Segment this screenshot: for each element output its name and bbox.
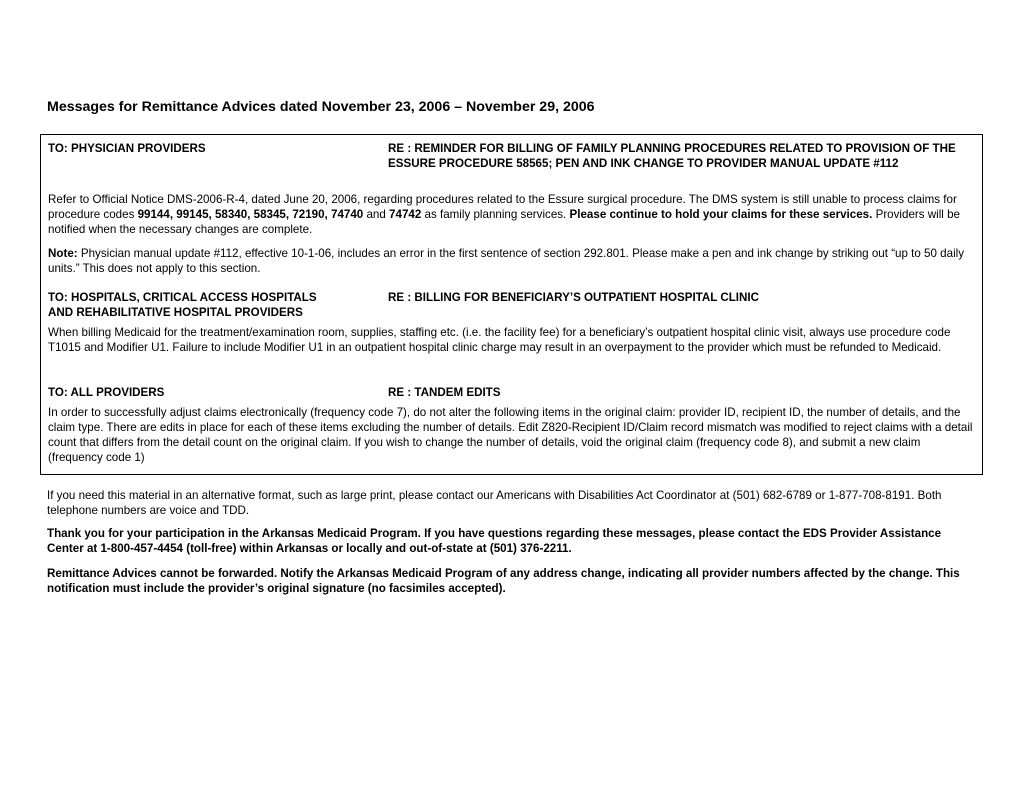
section-all-providers [48,385,978,464]
forward-notice: Remittance Advices cannot be forwarded. Notify the Arkansas Medicaid Program of any address change, indicating all provider numbers affected by the change. This notification must include the provider’s original signature (no facsimiles accepted). [47,567,960,595]
section-body: When billing Medicaid for the treatment/examination room, supplies, staffing etc. (i.e. the facility fee) for a beneficiary’s outpatient hospital clinic visit, always use procedure code T1015 and Modifier U1. Failure to include Modifier U1 in an outpatient hospital clinic charge may result in an overpayment to the provider which must be refunded to Medicaid. [48,326,951,354]
body-text: as family planning services. [421,208,570,221]
to-line-2: AND REHABILITATIVE HOSPITAL PROVIDERS [48,306,303,319]
re-label: RE : BILLING FOR BENEFICIARY’S OUTPATIENT HOSPITAL CLINIC [388,291,759,304]
procedure-code-last: 74742 [389,208,422,221]
section-header [48,141,978,187]
messages-box [40,134,983,475]
body-text: Refer to Official Notice DMS-2006-R-4, dated June 20, 2006, regarding procedures related to the Essure surgical procedure. The DMS system is still unable to process claims for procedure codes [48,193,957,221]
section-body [48,192,978,237]
re-label: RE : TANDEM EDITS [388,386,501,399]
to-label: TO: ALL PROVIDERS [48,386,165,399]
note-text: Physician manual update #112, effective 10-1-06, includes an error in the first sentence of section 292.801. Please make a pen and ink change by striking out “up to 50 daily units.” This does not apply to this section. [48,247,965,275]
body-text: Providers will be notified when the necessary changes are complete. [48,208,960,236]
section-header [48,290,978,320]
note-label: Note: [48,247,78,260]
to-label [48,290,317,320]
to-line-1: TO: HOSPITALS, CRITICAL ACCESS HOSPITALS [48,291,317,304]
section-header [48,385,978,401]
page-title: Messages for Remittance Advices dated November 23, 2006 – November 29, 2006 [47,99,595,115]
note-paragraph [48,246,978,276]
to-label: TO: PHYSICIAN PROVIDERS [48,142,206,155]
thanks-notice: Thank you for your participation in the Arkansas Medicaid Program. If you have questions regarding these messages, please contact the EDS Provider Assistance Center at 1-800-457-4454 (toll-free) within Arkansas or locally and out-of-state at (501) 376-2211. [47,527,942,555]
section-physician-providers [48,141,978,275]
hold-claims-text: Please continue to hold your claims for these services. [569,208,873,221]
section-hospitals [48,290,978,354]
procedure-codes: 99144, 99145, 58340, 58345, 72190, 74740 [137,208,364,221]
section-body: In order to successfully adjust claims electronically (frequency code 7), do not alter the following items in the original claim: provider ID, recipient ID, the number of details, and the claim type. There are edits in place for each of these items excluding the number of details. Edit Z820-Recipient ID/Claim record mismatch was modified to reject claims with a detail count that differs from the detail count on the original claim. If you wish to change the number of details, void the original claim (frequency code 8), and submit a new claim (frequency code 1) [48,406,973,464]
re-label: RE : REMINDER FOR BILLING OF FAMILY PLANNING PROCEDURES RELATED TO PROVISION OF THE ESSURE PROCEDURE 58565; PEN AND INK CHANGE TO PROVIDER MANUAL UPDATE #112 [388,142,956,170]
alt-format-notice: If you need this material in an alternative format, such as large print, please contact our Americans with Disabilities Act Coordinator at (501) 682-6789 or 1-877-708-8191. Both telephone numbers are voice and TDD. [47,489,942,517]
body-text: and [363,208,390,221]
